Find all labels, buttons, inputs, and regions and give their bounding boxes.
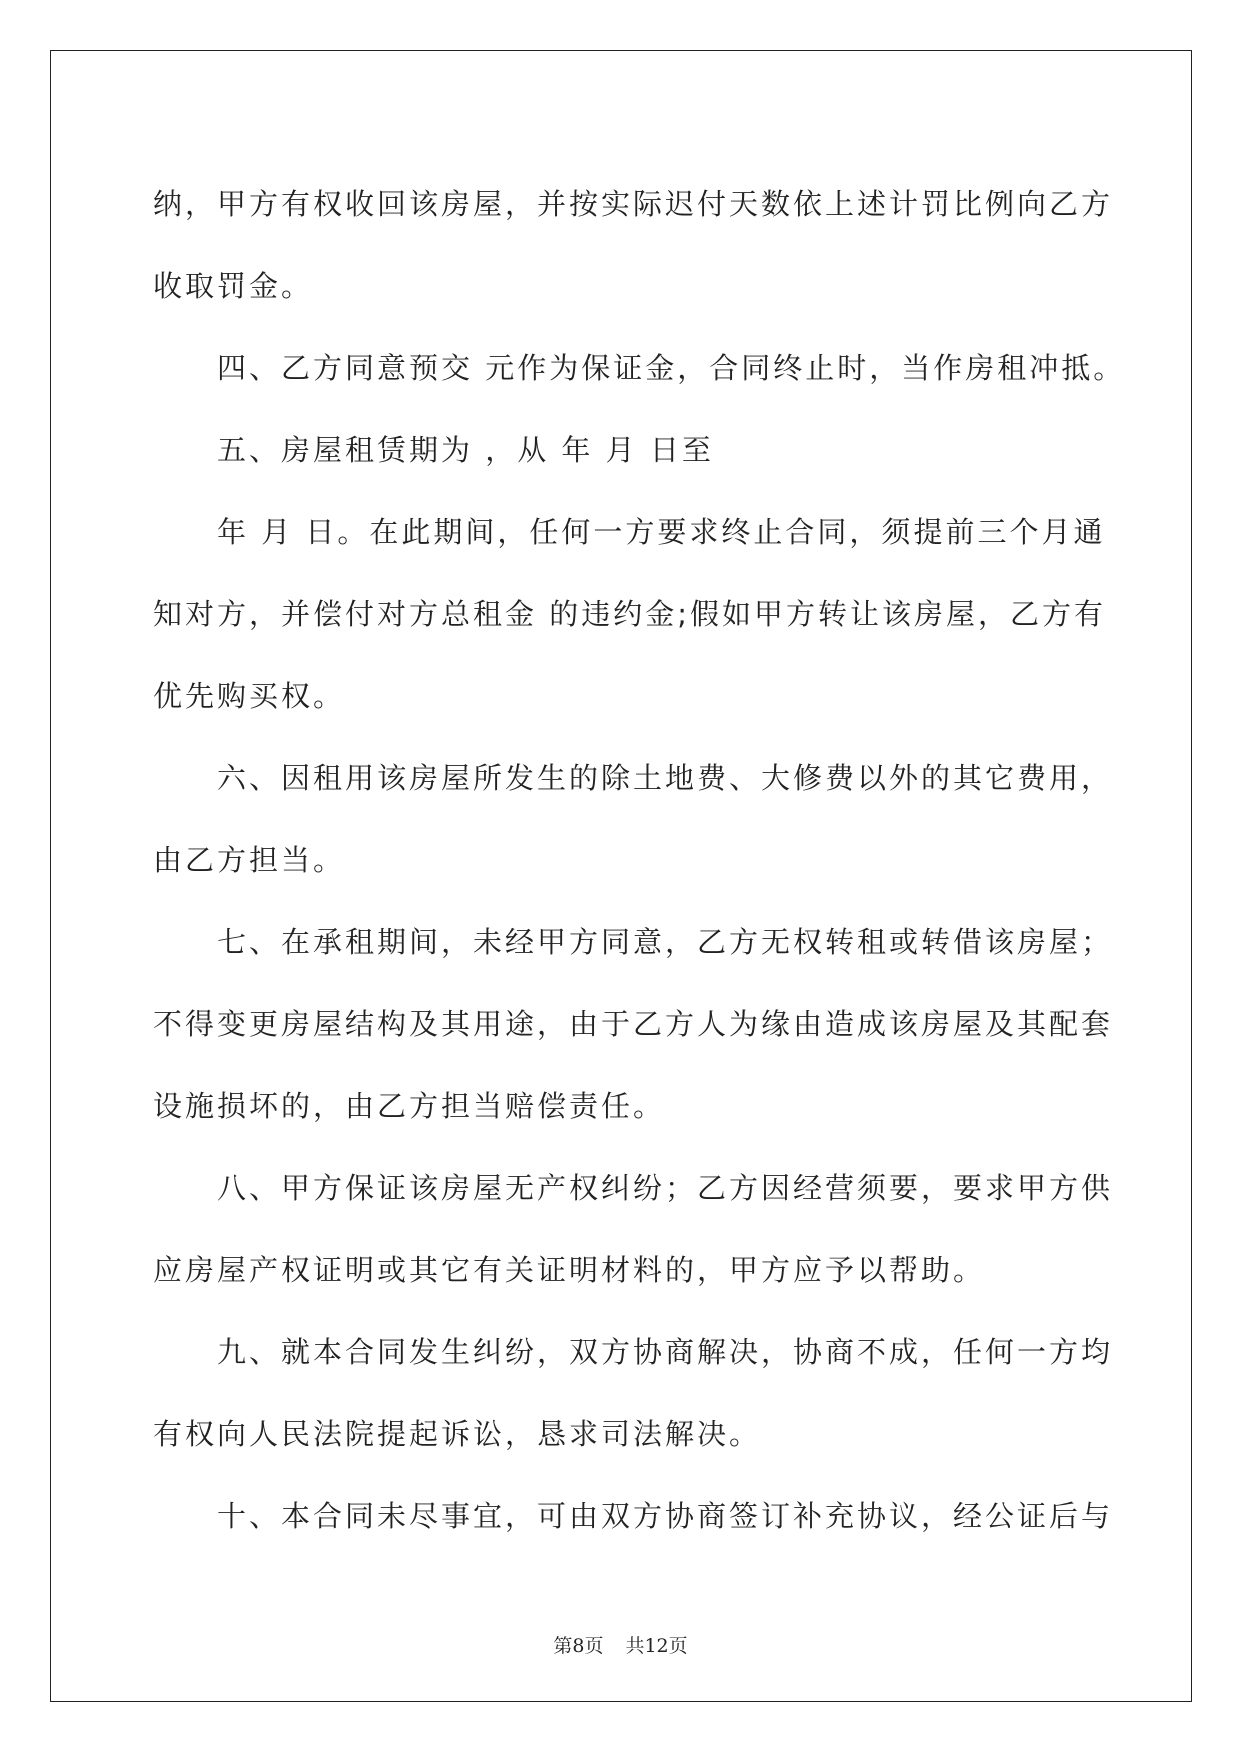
- contract-body: [153, 163, 1126, 1557]
- text-line: 四、乙方同意预交 元作为保证金，合同终止时，当作房租冲抵。: [217, 351, 1126, 385]
- text-line: 由乙方担当。: [153, 843, 346, 877]
- page-total: 共12页: [625, 1635, 688, 1657]
- page-footer: [0, 1631, 1241, 1658]
- text-line: 五、房屋租赁期为 ，从 年 月 日至: [217, 433, 714, 467]
- text-line: 设施损坏的，由乙方担当赔偿责任。: [153, 1089, 666, 1123]
- text-line: 不得变更房屋结构及其用途，由于乙方人为缘由造成该房屋及其配套: [153, 1007, 1114, 1041]
- text-line: 六、因租用该房屋所发生的除土地费、大修费以外的其它费用，: [217, 761, 1114, 795]
- text-line: 七、在承租期间，未经甲方同意，乙方无权转租或转借该房屋；: [217, 925, 1114, 959]
- page-number: 第8页: [553, 1635, 604, 1657]
- text-line: 优先购买权。: [153, 679, 346, 713]
- text-line: 年 月 日。在此期间，任何一方要求终止合同，须提前三个月通: [217, 515, 1106, 549]
- text-line: 纳，甲方有权收回该房屋，并按实际迟付天数依上述计罚比例向乙方: [153, 187, 1114, 221]
- text-line: 应房屋产权证明或其它有关证明材料的，甲方应予以帮助。: [153, 1253, 986, 1287]
- text-line: 收取罚金。: [153, 269, 314, 303]
- text-line: 知对方，并偿付对方总租金 的违约金;假如甲方转让该房屋，乙方有: [153, 597, 1106, 631]
- text-line: 八、甲方保证该房屋无产权纠纷；乙方因经营须要，要求甲方供: [217, 1171, 1114, 1205]
- text-line: 九、就本合同发生纠纷，双方协商解决，协商不成，任何一方均: [217, 1335, 1114, 1369]
- text-line: 十、本合同未尽事宜，可由双方协商签订补充协议，经公证后与: [217, 1499, 1114, 1533]
- text-line: 有权向人民法院提起诉讼，恳求司法解决。: [153, 1417, 762, 1451]
